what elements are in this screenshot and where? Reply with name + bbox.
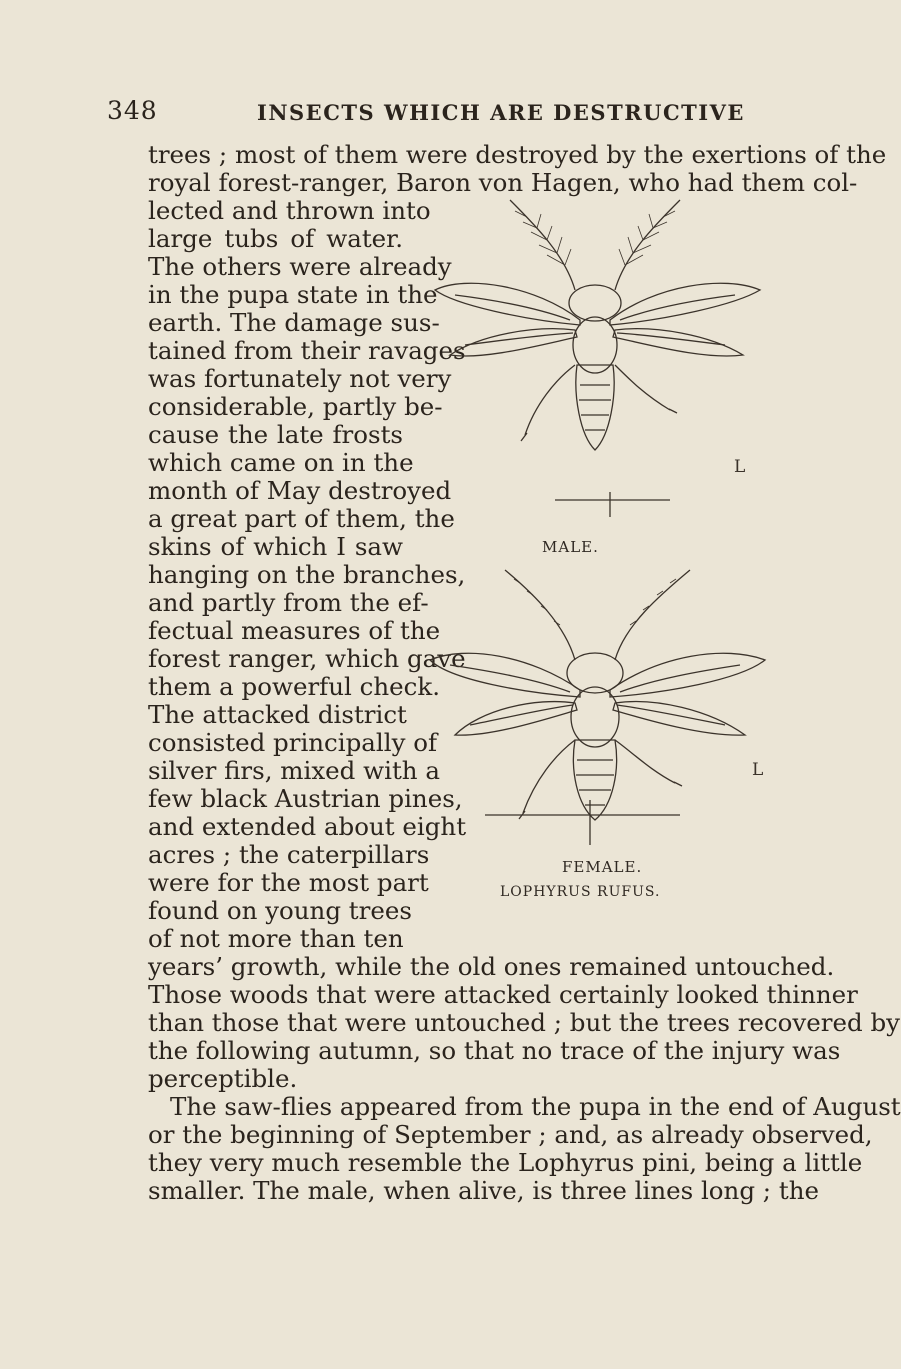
text-line: they very much resemble the Lophyrus pini, being a little [148, 1148, 863, 1177]
text-line: silver firs, mixed with a [148, 756, 440, 785]
running-title: INSECTS WHICH ARE DESTRUCTIVE [257, 100, 745, 125]
species-caption: LOPHYRUS RUFUS. [500, 884, 661, 900]
text-line: years’ growth, while the old ones remained untouched. [148, 952, 835, 981]
text-line: The attacked district [148, 700, 407, 729]
text-line: were for the most part [148, 868, 429, 897]
text-line: large tubs of water. [148, 224, 403, 253]
text-line: found on young trees [148, 896, 412, 925]
text-line: and partly from the ef- [148, 588, 429, 617]
text-line: smaller. The male, when alive, is three lines long ; the [148, 1176, 819, 1205]
text-line: The saw-flies appeared from the pupa in the end of August [170, 1092, 901, 1121]
text-line: tained from their ravages [148, 336, 466, 365]
text-line: of not more than ten [148, 924, 404, 953]
text-line: considerable, partly be- [148, 392, 443, 421]
text-line: consisted principally of [148, 728, 438, 757]
text-line: acres ; the caterpillars [148, 840, 430, 869]
scale-letter-female: L [752, 760, 764, 780]
text-line: Those woods that were attacked certainly looked thinner [148, 980, 858, 1009]
text-line: month of May destroyed [148, 476, 452, 505]
male-sawfly-illustration [425, 195, 775, 535]
page-header [107, 96, 745, 132]
scale-letter-male: L [734, 457, 746, 477]
text-line: than those that were untouched ; but the trees recovered by [148, 1008, 900, 1037]
text-line: which came on in the [148, 448, 414, 477]
text-line: cause the late frosts [148, 420, 403, 449]
text-line: trees ; most of them were destroyed by the exertions of the [148, 140, 887, 169]
text-line: in the pupa state in the [148, 280, 438, 309]
text-line: skins of which I saw [148, 532, 403, 561]
text-line: few black Austrian pines, [148, 784, 463, 813]
text-line: a great part of them, the [148, 504, 455, 533]
female-sawfly-illustration [425, 565, 775, 855]
text-line: forest ranger, which gave [148, 644, 466, 673]
male-caption: MALE. [542, 538, 599, 556]
text-line: lected and thrown into [148, 196, 431, 225]
text-line: or the beginning of September ; and, as already observed, [148, 1120, 873, 1149]
text-line: The others were already [148, 252, 452, 281]
page-number: 348 [107, 96, 158, 125]
text-line: royal forest-ranger, Baron von Hagen, who had them col- [148, 168, 858, 197]
text-line: hanging on the branches, [148, 560, 466, 589]
text-line: and extended about eight [148, 812, 467, 841]
female-caption: FEMALE. [562, 858, 643, 876]
text-line: fectual measures of the [148, 616, 441, 645]
text-line: perceptible. [148, 1064, 298, 1093]
text-line: was fortunately not very [148, 364, 452, 393]
text-line: the following autumn, so that no trace of the injury was [148, 1036, 841, 1065]
text-line: them a powerful check. [148, 672, 440, 701]
text-line: earth. The damage sus- [148, 308, 440, 337]
